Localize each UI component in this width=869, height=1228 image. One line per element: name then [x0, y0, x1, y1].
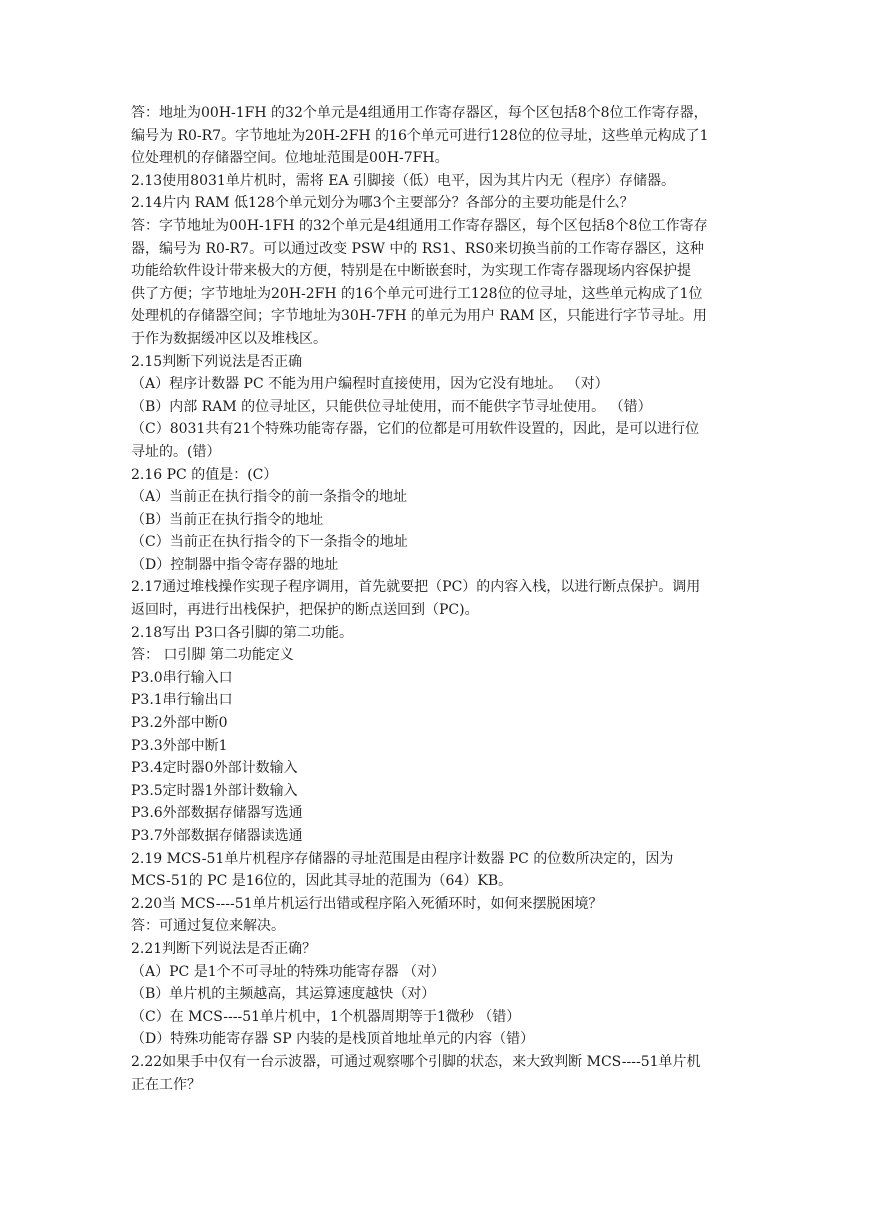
option-line: （D）特殊功能寄存器 SP 内装的是栈顶首地址单元的内容（错）	[131, 1031, 535, 1048]
text-line: MCS-51的 PC 是16位的，因此其寻址的范围为（64）KB。	[131, 873, 513, 890]
pin-function-line: P3.7外部数据存储器读选通	[131, 828, 303, 844]
question-2-22: 2.22如果手中仅有一台示波器，可通过观察哪个引脚的状态，来大致判断 MCS----51单片机	[131, 1053, 701, 1070]
pin-function-line: P3.3外部中断1	[131, 737, 228, 754]
option-line: （C）在 MCS----51单片机中，1个机器周期等于1微秒 （错）	[131, 1008, 521, 1025]
question-2-17: 2.17通过堆栈操作实现子程序调用，首先就要把（PC）的内容入栈，以进行断点保护。调用	[131, 579, 701, 596]
text-line: 位处理机的存储器空间。位地址范围是00H-7FH。	[131, 150, 449, 167]
text-line: 寻址的。(错）	[131, 443, 221, 460]
question-2-21: 2.21判断下列说法是否正确？	[131, 940, 317, 957]
text-line: 供了方便；字节地址为20H-2FH 的16个单元可进行工128位的位寻址，这些单元构成了1位	[131, 285, 703, 302]
text-line: 返回时，再进行出栈保护，把保护的断点送回到（PC)。	[131, 602, 479, 619]
text-line: 答：可通过复位来解决。	[131, 918, 285, 935]
pin-function-line: P3.2外部中断0	[131, 715, 228, 732]
question-2-14: 2.14片内 RAM 低128个单元划分为哪3个主要部分？各部分的主要功能是什么？	[131, 195, 634, 212]
pin-function-line: P3.4定时器0外部计数输入	[131, 760, 298, 777]
option-line: （B）内部 RAM 的位寻址区，只能供位寻址使用，而不能供字节寻址使用。 （错）	[131, 398, 652, 415]
text-line: 编号为 R0-R7。字节地址为20H-2FH 的16个单元可进行128位的位寻址，这些单元构成了1	[131, 127, 709, 144]
option-line: （B）当前正在执行指令的地址	[131, 511, 324, 528]
text-line: 答： 口引脚 第二功能定义	[131, 647, 294, 664]
text-line: 功能给软件设计带来极大的方便，特别是在中断嵌套时，为实现工作寄存器现场内容保护提	[131, 263, 691, 280]
document-page	[131, 102, 741, 1096]
pin-function-line: P3.1串行输出口	[131, 692, 233, 709]
pin-function-line: P3.6外部数据存储器写选通	[131, 805, 303, 822]
option-line: （C）当前正在执行指令的下一条指令的地址	[131, 534, 408, 551]
question-2-15: 2.15判断下列说法是否正确	[131, 353, 303, 370]
question-2-16: 2.16 PC 的值是：(C）	[131, 466, 278, 483]
question-2-19: 2.19 MCS-51单片机程序存储器的寻址范围是由程序计数器 PC 的位数所决定的，因为	[131, 850, 674, 867]
question-2-13: 2.13使用8031单片机时，需将 EA 引脚接（低）电平，因为其片内无（程序）存储器。	[131, 172, 676, 189]
option-line: （A）PC 是1个不可寻址的特殊功能寄存器 （对）	[131, 963, 446, 980]
option-line: （A）程序计数器 PC 不能为用户编程时直接使用，因为它没有地址。 （对）	[131, 376, 609, 393]
pin-function-line: P3.5定时器1外部计数输入	[131, 782, 298, 799]
option-line: （A）当前正在执行指令的前一条指令的地址	[131, 489, 408, 506]
option-line: （B）单片机的主频越高，其运算速度越快（对）	[131, 986, 436, 1003]
text-line: 器，编号为 R0-R7。可以通过改变 PSW 中的 RS1、RS0来切换当前的工作寄存器区，这种	[131, 240, 704, 257]
question-2-18: 2.18写出 P3口各引脚的第二功能。	[131, 624, 353, 641]
option-line: （C）8031共有21个特殊功能寄存器，它们的位都是可用软件设置的，因此，是可以进行位	[131, 421, 700, 438]
pin-function-line: P3.0串行输入口	[131, 669, 233, 686]
question-2-20: 2.20当 MCS----51单片机运行出错或程序陷入死循环时，如何来摆脱困境？	[131, 895, 603, 912]
option-line: （D）控制器中指令寄存器的地址	[131, 556, 339, 573]
text-line: 答：字节地址为00H-1FH 的32个单元是4组通用工作寄存器区，每个区包括8个8位工作寄存	[131, 217, 708, 234]
text-line: 于作为数据缓冲区以及堆栈区。	[131, 330, 327, 347]
text-line: 正在工作？	[131, 1076, 201, 1093]
text-line: 答：地址为00H-1FH 的32个单元是4组通用工作寄存器区，每个区包括8个8位工作寄存器，	[131, 105, 708, 121]
text-line: 处理机的存储器空间；字节地址为30H-7FH 的单元为用户 RAM 区，只能进行字节寻址。用	[131, 308, 707, 325]
